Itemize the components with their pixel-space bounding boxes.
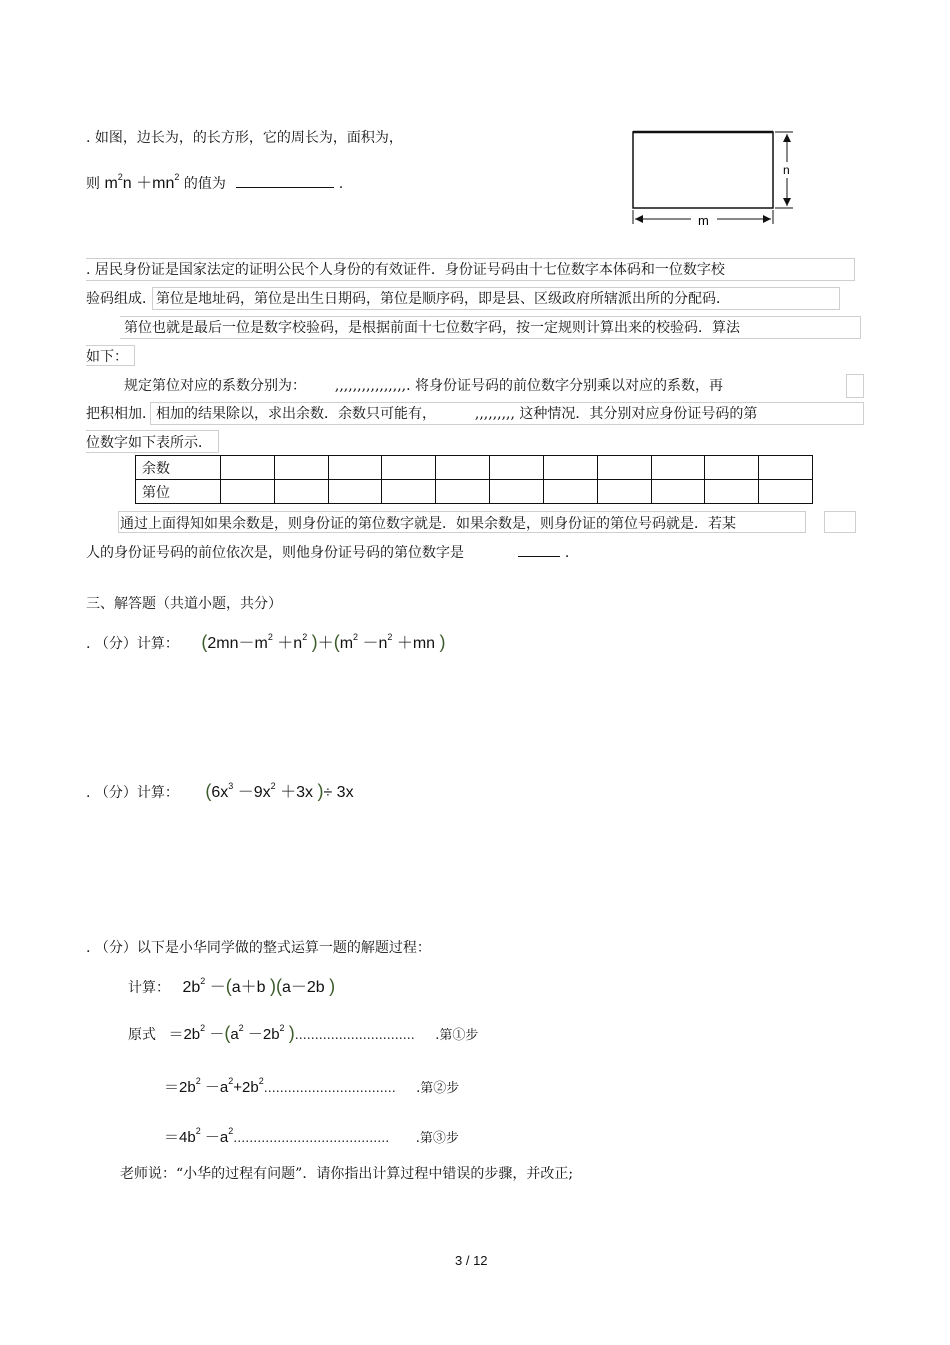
q1-line1: . 如图，边长为，的长方形，它的周长为，面积为，	[86, 130, 403, 146]
q2-line8: 通过上面得知如果余数是，则身份证的第位数字就是．如果余数是，则身份证的第位号码就是．若某	[120, 516, 736, 532]
rectangle-figure	[625, 122, 805, 234]
q3-label: . （分）计算：	[86, 636, 179, 652]
q4-label: . （分）计算：	[86, 785, 179, 801]
q2-line3: 第位也就是最后一位是数字校验码，是根据前面十七位数字码，按一定规则计算出来的校验码．算法	[124, 320, 740, 336]
table-header-remainder: 余数	[136, 456, 221, 480]
q2-frame-9	[824, 511, 856, 533]
q5-label: . （分）以下是小华同学做的整式运算一题的解题过程：	[86, 940, 431, 956]
q2-line2a: 验码组成．	[86, 291, 156, 307]
q2-answer-blank[interactable]	[518, 556, 560, 557]
q5-dots-3: …………………………………	[233, 1131, 390, 1145]
q5-step1-line	[128, 1023, 478, 1044]
q5-step2-label: .第②步	[416, 1081, 460, 1096]
q5-dots-2: ……………………………	[263, 1081, 396, 1095]
q5-step1-expression: $=2b^2 -(a^2 -2b^2$ )	[168, 1023, 295, 1043]
q3-expression: ($2mn-m^2 +n^2$ )$+(m^2 -n^2 +mn$ )	[201, 632, 446, 652]
q5-step3-expression: $=4b^2 -a^2$	[164, 1126, 234, 1146]
q1-line2	[86, 170, 343, 193]
q5-calc-label: 计算：	[128, 980, 170, 996]
q2-remainders: ,,,,,,,,,	[474, 406, 515, 422]
table-row	[136, 480, 813, 504]
q2-line4: 如下：	[86, 349, 128, 365]
section3-title: 三、解答题（共道小题，共分）	[86, 596, 282, 612]
q5-dots-1: …………………………	[294, 1028, 415, 1042]
q2-table	[135, 455, 813, 504]
label-m: m	[698, 213, 709, 228]
q2-line2	[86, 288, 730, 308]
page-number: 3 / 12	[455, 1253, 488, 1268]
q5-step3-line	[164, 1126, 459, 1147]
table-header-position: 第位	[136, 480, 221, 504]
q5-step2-expression: $=2b^2 -a^2+2b^2$	[164, 1076, 264, 1096]
label-n: n	[783, 163, 790, 177]
q1-end: .	[338, 176, 344, 192]
q5-step1-label: .第①步	[435, 1028, 479, 1043]
q2-line5	[124, 375, 723, 395]
q5-step3-label: .第③步	[415, 1131, 459, 1146]
q2-line6d: 这种情况．其分别对应身份证号码的第	[519, 406, 758, 422]
q1-suffix: 的值为	[183, 176, 226, 192]
q2-line9	[86, 542, 569, 562]
q2-line6a: 把积相加．	[86, 406, 156, 422]
q5-teacher-line: 老师说：“小华的过程有问题”．请你指出计算过程中错误的步骤，并改正;	[120, 1166, 574, 1182]
q2-line9-text: 人的身份证号码的前位依次是，则他身份证号码的第位数字是	[86, 545, 464, 561]
q2-frame-5	[846, 374, 864, 398]
q4-line	[86, 779, 354, 802]
q5-step2-line	[164, 1076, 459, 1097]
q2-line9-end: .	[564, 545, 570, 561]
q2-line1: . 居民身份证是国家法定的证明公民个人身份的有效证件．身份证号码由十七位数字本体码和一位数字校	[86, 262, 725, 278]
q1-expression: $m^2n +mn^2$	[104, 172, 180, 192]
q2-line2b: 第位是地址码，第位是出生日期码，第位是顺序码，即是县、区级政府所辖派出所的分配码．	[156, 291, 730, 307]
q3-line	[86, 630, 446, 653]
q2-line5c: 将身份证号码的前位数字分别乘以对应的系数，再	[415, 378, 724, 394]
q2-line6	[86, 403, 757, 423]
q2-coefficients: ,,,,,,,,,,,,,,,,.	[334, 378, 411, 394]
q2-line6b: 相加的结果除以，求出余数．余数只可能有，	[156, 406, 436, 422]
table-row	[136, 456, 813, 480]
q5-calc-expression: $2b^2 -(a+b$ )(a－2b )	[182, 976, 336, 996]
q4-expression: ($6x^3 -9x^2 +3x$ )÷ 3x	[205, 781, 354, 801]
q5-calc-line	[128, 974, 335, 997]
q2-line7: 位数字如下表所示．	[86, 435, 212, 451]
q5-orig-label: 原式	[128, 1027, 156, 1043]
q1-answer-blank[interactable]	[236, 187, 334, 188]
q1-prefix: 则	[86, 176, 100, 192]
q2-line5a: 规定第位对应的系数分别为：	[124, 378, 306, 394]
